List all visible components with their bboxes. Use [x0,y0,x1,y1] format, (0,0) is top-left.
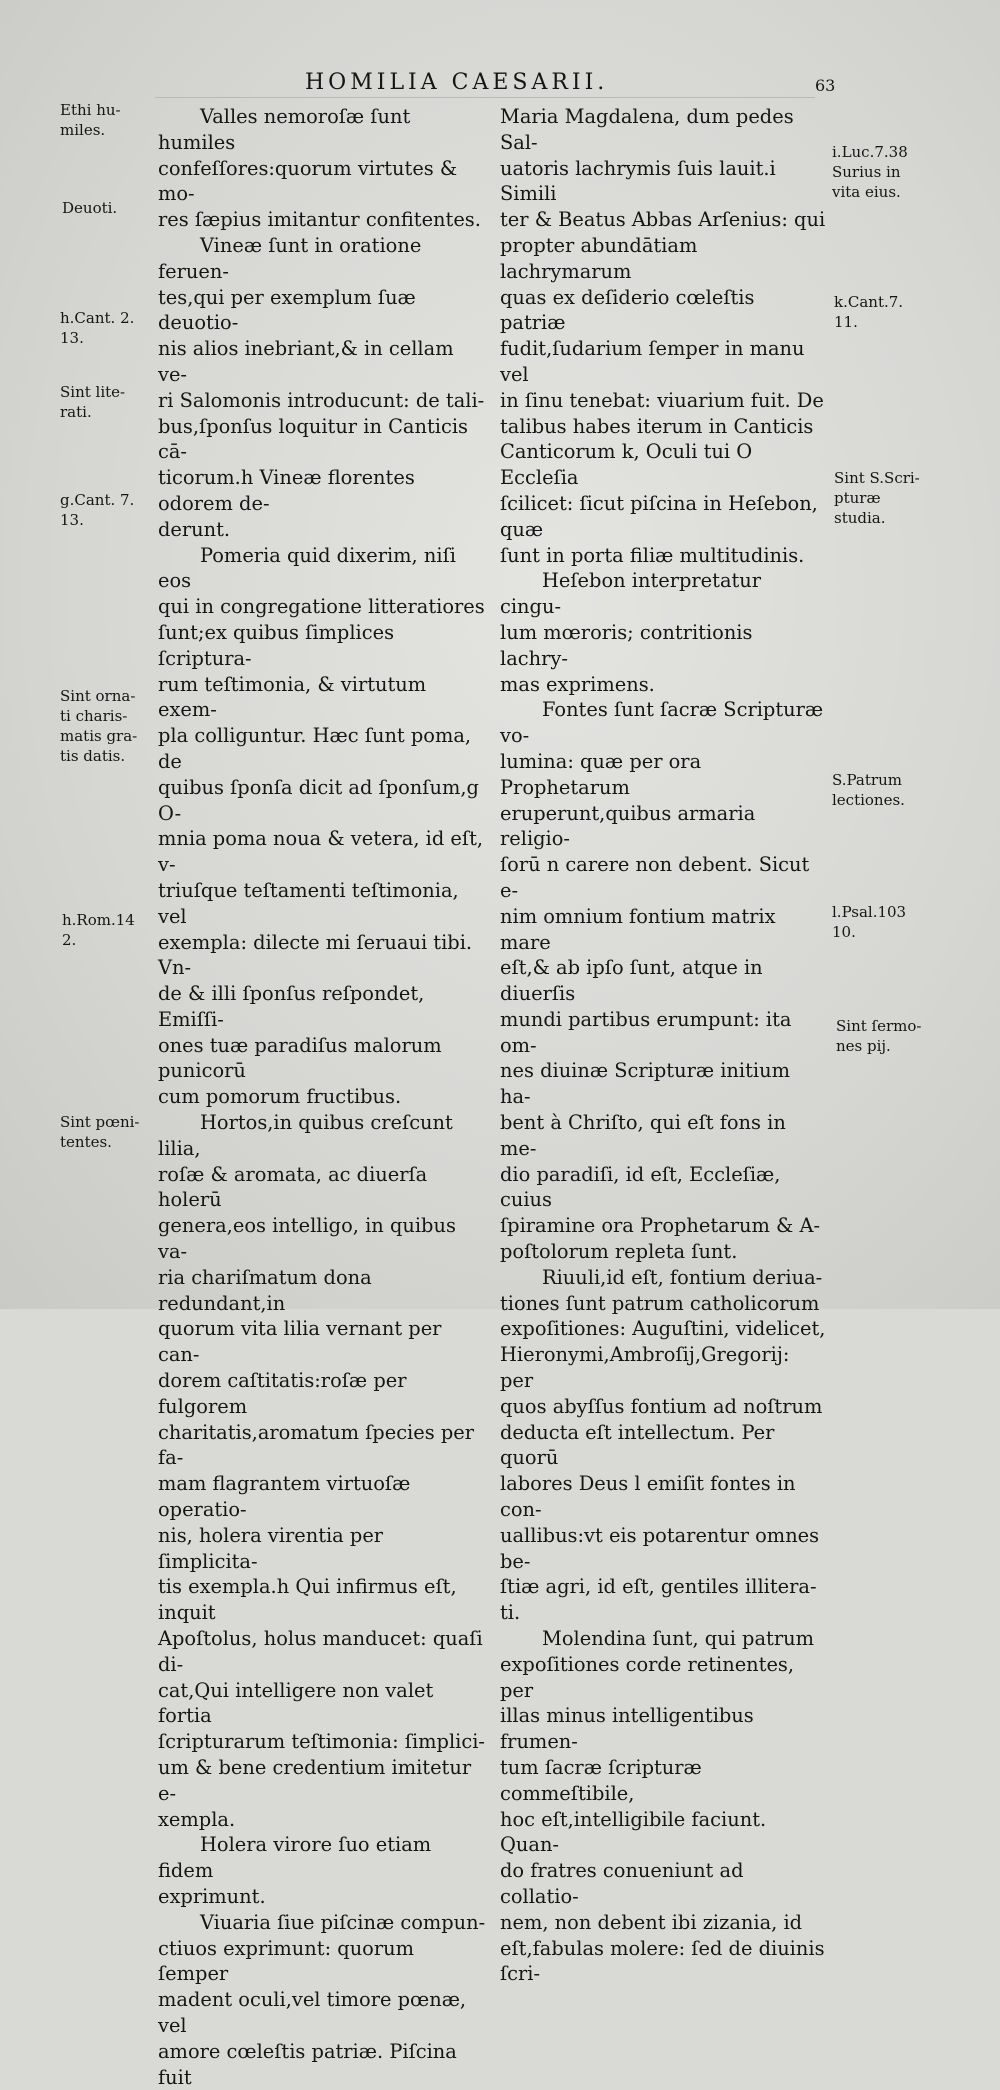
margin-note-charismatis [60,686,137,766]
text-line: bus,ſponſus loquitur in Canticis cā- [158,414,468,464]
margin-line: tentes. [60,1133,112,1151]
text-line: labores Deus l emiſit fontes in con- [500,1472,796,1522]
margin-line: lectiones. [832,791,905,809]
margin-line: Sint ſermo- [836,1017,922,1035]
text-line: ticorum.h Vineæ florentes odorem de- [158,466,415,515]
running-head: HOMILIA CAESARII. [305,70,609,95]
text-line: Viuaria ſiue piſcinæ compun- [200,1910,486,1934]
text-line: confeſſores:quorum virtutes & mo- [158,156,458,206]
text-line: lum mœroris; contritionis lachry- [500,620,753,670]
left-text-column [158,104,488,2090]
margin-line: studia. [834,509,886,527]
margin-line: k.Cant.7. [834,293,904,311]
text-line: Vineæ ſunt in oratione feruen- [158,233,422,283]
margin-line: 13. [60,511,84,529]
text-line: Fontes ſunt ſacræ Scripturæ vo- [500,698,824,748]
text-line: pla colliguntur. Hæc ſunt poma, de [158,724,472,773]
text-line: ſunt in porta filiæ multitudinis. [500,543,805,567]
text-line: bent à Chriſto, qui eſt fons in me- [500,1111,786,1160]
text-line: quibus ſponſa dicit ad ſponſum,g O- [158,775,479,825]
margin-note-psal-103 [832,902,906,942]
text-line: nis alios inebriant,& in cellam ve- [158,337,454,386]
text-line: mundi partibus erumpunt: ita om- [500,1007,792,1057]
text-line: ſcripturarum teſtimonia: ſimplici- [158,1730,485,1754]
margin-line: Sint pœni- [60,1113,140,1131]
margin-line: Sint lite- [60,383,126,401]
text-line: Canticorum k, Oculi tui O Eccleſia [500,440,753,490]
margin-line: g.Cant. 7. [60,491,135,509]
margin-note-cant-7-11 [834,292,903,332]
margin-note-deuoti [62,198,117,218]
margin-line: Surius in [832,163,901,181]
margin-line: h.Cant. 2. [60,309,135,327]
text-line: ſorū n carere non debent. Sicut e- [500,853,810,902]
text-line: ſunt;ex quibus ſimplices ſcriptura- [158,620,395,670]
text-line: nes diuinæ Scripturæ initium ha- [500,1059,790,1109]
margin-note-sermones-pij [836,1016,921,1056]
text-line: madent oculi,vel timore pœnæ, vel [158,1988,467,2037]
header-rule [155,97,815,98]
margin-line: miles. [60,121,106,139]
text-line: dorem caſtitatis:roſæ per fulgorem [158,1369,407,1418]
text-line: Holera virore ſuo etiam fidem [158,1833,432,1883]
text-line: Heſebon interpretatur cingu- [500,569,762,619]
text-line: uallibus:vt eis potarentur omnes be- [500,1523,820,1573]
text-line: ria chariſmatum dona redundant,in [158,1265,372,1315]
text-line: ter & Beatus Abbas Arſenius: qui [500,208,826,232]
text-line: nem, non debent ibi zizania, id [500,1910,803,1934]
margin-line: rati. [60,403,92,421]
margin-line: h.Rom.14 [62,911,135,929]
text-line: exempla: dilecte mi ſeruaui tibi. Vn- [158,930,473,980]
margin-note-sint-literati [60,382,125,422]
text-line: talibus habes iterum in Canticis [500,414,814,438]
text-line: mnia poma noua & vetera, id eſt, v- [158,827,484,877]
page-number: 63 [815,76,836,95]
margin-note-luc-7 [832,142,908,202]
text-line: rum teſtimonia, & virtutum exem- [158,672,427,722]
text-line: tes,qui per exemplum ſuæ deuotio- [158,285,416,335]
text-line: Riuuli,id eſt, fontium deriua- [542,1265,823,1289]
text-line: ſcri- [500,1962,541,1986]
text-line: Hieronymi,Ambroſij,Gregorij: per [500,1343,790,1393]
text-line: qui in congregatione litteratiores [158,595,485,619]
text-line: Maria Magdalena, dum pedes Sal- [500,105,794,154]
text-line: Valles nemoroſæ ſunt humiles [158,105,411,154]
text-line: tum ſacræ ſcripturæ commeſtibile, [500,1756,702,1805]
text-line: amore cœleſtis patriæ. Piſcina fuit [158,2039,457,2089]
margin-line: matis gra- [60,727,138,745]
text-line: eruperunt,quibus armaria religio- [500,801,756,851]
text-line: res ſæpius imitantur confitentes. [158,208,481,232]
text-line: de & illi ſponſus reſpondet, Emiſſi- [158,982,425,1031]
margin-line: vita eius. [832,183,901,201]
text-line: nim omnium fontium matrix mare [500,904,776,954]
text-line: nis, holera virentia per ſimplicita- [158,1523,384,1573]
text-line: ſtiæ agri, id eſt, gentiles illitera- [500,1575,817,1599]
margin-line: 2. [62,931,77,949]
margin-line: 11. [834,313,858,331]
text-line: in ſinu tenebat: viuarium fuit. De [500,388,824,412]
text-line: ti. [500,1601,521,1625]
margin-line: ti charis- [60,707,128,725]
text-line: Molendina ſunt, qui patrum [542,1627,814,1651]
margin-line: pturæ [834,489,881,507]
margin-line: l.Psal.103 [832,903,907,921]
margin-note-patrum-lectiones [832,770,905,810]
text-line: mam flagrantem virtuoſæ operatio- [158,1472,411,1522]
text-line: expoſitiones: Auguſtini, videlicet, [500,1317,826,1341]
text-line: fudit,ſudarium ſemper in manu vel [500,337,805,386]
text-line: genera,eos intelligo, in quibus va- [158,1214,456,1264]
margin-line: 10. [832,923,856,941]
text-line: deducta eſt intellectum. Per quorū [500,1420,775,1470]
text-line: ctiuos exprimunt: quorum ſemper [158,1936,414,1986]
text-line: do fratres conueniunt ad collatio- [500,1859,744,1908]
text-line: cum pomorum fructibus. [158,1085,402,1109]
margin-line: S.Patrum [832,771,902,789]
text-line: Pomeria quid dixerim, niſi eos [158,543,456,593]
text-line: dio paradiſi, id eſt, Eccleſiæ, cuius [500,1162,781,1212]
text-line: quas ex deſiderio cœleſtis patriæ [500,285,755,335]
text-line: derunt. [158,517,231,541]
text-line: expoſitiones corde retinentes, per [500,1652,795,1702]
margin-line: Sint orna- [60,687,136,705]
text-line: mas exprimens. [500,672,655,696]
margin-note-cant-7 [60,490,134,530]
margin-line: tis datis. [60,747,126,765]
text-line: xempla. [158,1807,236,1831]
text-line: charitatis,aromatum ſpecies per fa- [158,1420,474,1470]
margin-note-scripturae-studia [834,468,920,528]
text-line: cat,Qui intelligere non valet fortia [158,1678,434,1728]
text-line: quorum vita lilia vernant per can- [158,1317,442,1367]
margin-note-poenitentes [60,1112,140,1152]
text-line: um & bene credentium imitetur e- [158,1756,472,1805]
text-line: ri Salomonis introducunt: de tali- [158,388,485,412]
margin-note-rom-14 [62,910,135,950]
margin-line: i.Luc.7.38 [832,143,908,161]
text-line: ones tuæ paradiſus malorum punicorū [158,1033,442,1083]
text-line: lumina: quæ per ora Prophetarum [500,749,702,799]
margin-line: nes pij. [836,1037,891,1055]
text-line: triuſque teſtamenti teſtimonia, vel [158,878,459,928]
text-line: eſt,& ab ipſo ſunt, atque in diuerſis [500,956,763,1006]
text-line: roſæ & aromata, ac diuerſa holerū [158,1162,428,1212]
margin-line: 13. [60,329,84,347]
text-line: eſt,fabulas molere: ſed de diuinis [500,1936,825,1960]
text-line: tiones ſunt patrum catholicorum [500,1291,820,1315]
text-line: poſtolorum repleta ſunt. [500,1240,738,1264]
right-text-column [500,104,826,1987]
text-line: ſcilicet: ſicut piſcina in Heſebon, quæ [500,491,818,541]
text-line: uatoris lachrymis ſuis lauit.i Simili [500,156,776,206]
text-line: propter abundātiam lachrymarum [500,233,698,283]
margin-note-ethi-humiles [60,100,121,140]
text-line: exprimunt. [158,1884,266,1908]
text-line: ſpiramine ora Prophetarum & A- [500,1214,821,1238]
margin-line: Sint S.Scri- [834,469,920,487]
text-line: hoc eſt,intelligibile faciunt. Quan- [500,1807,767,1857]
text-line: illas minus intelligentibus frumen- [500,1704,754,1754]
margin-line: Deuoti. [62,199,118,217]
text-line: Hortos,in quibus creſcunt lilia, [158,1111,453,1160]
margin-note-cant-2 [60,308,134,348]
text-line: Apoſtolus, holus manducet: quaſi di- [158,1627,483,1676]
text-line: quos abyſſus fontium ad noſtrum [500,1394,823,1418]
text-line: tis exempla.h Qui infirmus eſt, inquit [158,1575,457,1625]
margin-line: Ethi hu- [60,101,121,119]
